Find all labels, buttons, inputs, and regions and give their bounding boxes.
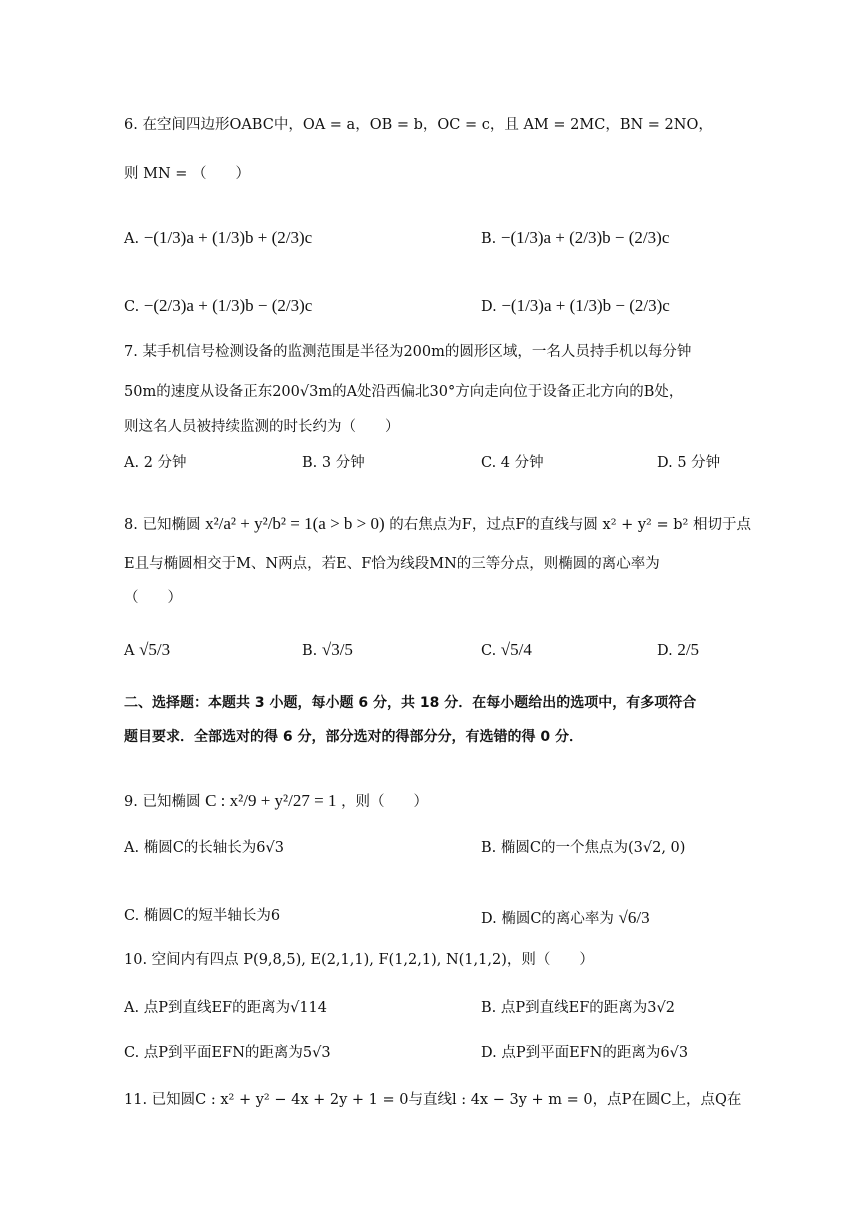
q7-line2: 50m的速度从设备正东200√3m的A处沿西偏北30°方向走向位于设备正北方向的B处， <box>124 384 684 400</box>
q9-option-d: D. 椭圆C的离心率为 √6/3 <box>481 908 650 927</box>
q11-stem: 11. 已知圆C : x² + y² − 4x + 2y + 1 = 0与直线l : 4x − 3y + m = 0，点P在圆C上，点Q在 <box>124 1092 742 1108</box>
q8-line3: （ ） <box>124 590 182 606</box>
q6-option-d: D. −(1/3)a + (1/3)b − (2/3)c <box>481 296 670 315</box>
q7-line3: 则这名人员被持续监测的时长约为（ ） <box>124 419 400 435</box>
q7-option-c: C. 4 分钟 <box>481 455 544 471</box>
q7-option-d: D. 5 分钟 <box>657 455 721 471</box>
q10-option-c: C. 点P到平面EFN的距离为5√3 <box>124 1045 331 1061</box>
q9-stem: 9. 已知椭圆 C : x²/9 + y²/27 = 1 ，则（ ） <box>124 791 429 810</box>
q9-ellipse-equation: C : x²/9 + y²/27 = 1 <box>205 791 337 810</box>
section2-heading-line2: 题目要求．全部选对的得 6 分，部分选对的得部分分，有选错的得 0 分． <box>124 729 583 745</box>
q8-line1: 8. 已知椭圆 x²/a² + y²/b² = 1(a > b > 0) 的右焦点为F，过点F的直线与圆 x² + y² = b² 相切于点 <box>124 514 751 533</box>
q10-option-d: D. 点P到平面EFN的距离为6√3 <box>481 1045 689 1061</box>
q6-stem: 6. 在空间四边形OABC中，OA = a，OB = b，OC = c，且 AM = 2MC，BN = 2NO， <box>124 117 713 133</box>
q9-option-b: B. 椭圆C的一个焦点为(3√2, 0) <box>481 840 686 856</box>
q9-option-a: A. 椭圆C的长轴长为6√3 <box>124 840 284 856</box>
q9-option-c: C. 椭圆C的短半轴长为6 <box>124 908 281 924</box>
q6-stem-line2: 则 MN = （ ） <box>124 166 251 182</box>
q7-option-a: A. 2 分钟 <box>124 455 187 471</box>
q8-ellipse-equation: x²/a² + y²/b² = 1(a > b > 0) <box>205 514 385 533</box>
q10-stem: 10. 空间内有四点 P(9,8,5), E(2,1,1), F(1,2,1), N(1,1,2)，则（ ） <box>124 952 594 968</box>
section2-heading-line1: 二、选择题：本题共 3 小题，每小题 6 分，共 18 分．在每小题给出的选项中，有多项符合 <box>124 695 697 711</box>
q10-option-b: B. 点P到直线EF的距离为3√2 <box>481 1000 675 1016</box>
q8-option-d: D. 2/5 <box>657 640 700 659</box>
q8-option-c: C. √5/4 <box>481 640 532 659</box>
q6-option-a: A. −(1/3)a + (1/3)b + (2/3)c <box>124 228 313 247</box>
q7-line1: 7. 某手机信号检测设备的监测范围是半径为200m的圆形区域，一名人员持手机以每分钟 <box>124 344 692 360</box>
q7-option-b: B. 3 分钟 <box>302 455 365 471</box>
q8-option-a: A √5/3 <box>124 640 171 659</box>
q8-option-b: B. √3/5 <box>302 640 353 659</box>
q6-option-c: C. −(2/3)a + (1/3)b − (2/3)c <box>124 296 313 315</box>
q8-line2: E且与椭圆相交于M、N两点，若E、F恰为线段MN的三等分点，则椭圆的离心率为 <box>124 556 660 572</box>
q6-option-b: B. −(1/3)a + (2/3)b − (2/3)c <box>481 228 670 247</box>
q10-option-a: A. 点P到直线EF的距离为√114 <box>124 1000 328 1016</box>
